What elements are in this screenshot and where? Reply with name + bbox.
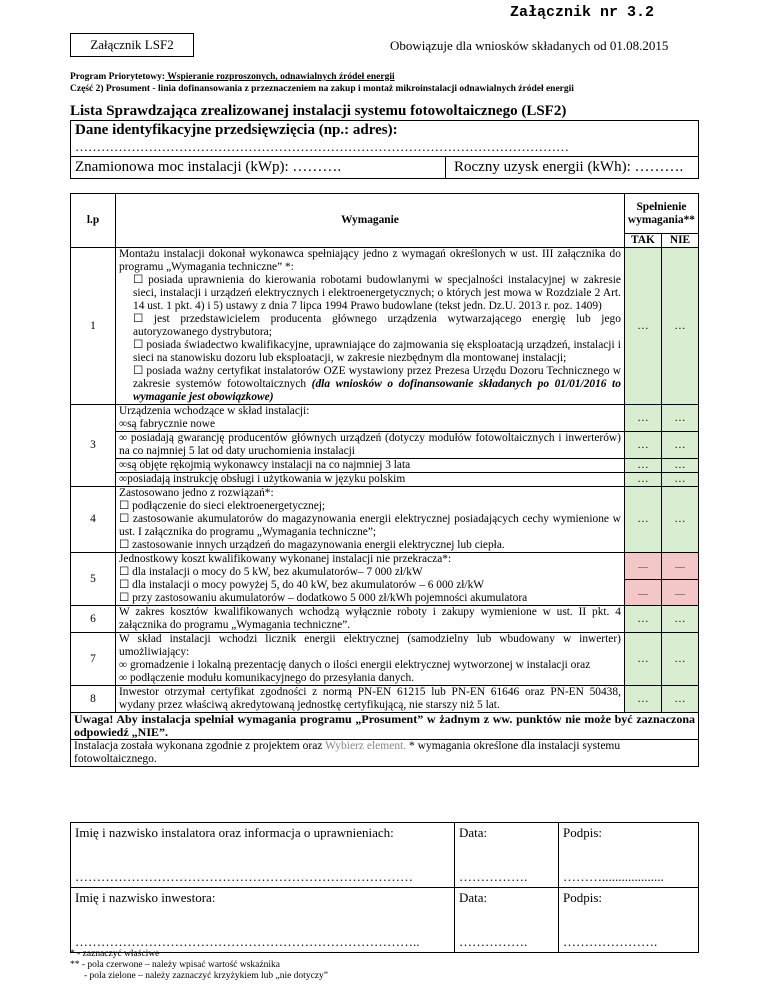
date-cell [455, 823, 559, 888]
program-part: Część 2) Prosument - linia dofinansowania z przeznaczeniem na zakup i montaż mikroinstalacji odnawialnych źródeł energii [70, 84, 574, 94]
table-row [71, 487, 699, 553]
warning-note: Uwaga! Aby instalacja spełniał wymagania programu „Prosument” w żadnym z ww. punktów nie może być zaznaczona odpowiedź „NIE”. [71, 713, 699, 740]
option-item: ☐ jest przedstawicielem producenta głównego urządzenia wytwarzającego energię lub jego autoryzowanego dystrybutora; [133, 313, 621, 338]
project-select[interactable]: Wybierz element. [325, 740, 407, 752]
yes-cell[interactable]: … [624, 487, 661, 553]
attachment-number: Załącznik nr 3.2 [510, 4, 655, 21]
id-data-row [71, 121, 698, 157]
footnote: - pola zielone – należy zaznaczyć krzyżykiem lub „nie dotyczy” [84, 971, 328, 981]
no-cell[interactable]: … [661, 686, 698, 713]
no-cell[interactable]: … [661, 405, 698, 432]
footnote: * - zaznaczyć właściwe [70, 949, 160, 959]
requirement-text: W zakres kosztów kwalifikowanych wchodzą wyłącznie roboty i zakupy wymienione w ust. II pkt. 4 załącznika do programu „Wymagania techniczne”. [116, 606, 625, 633]
sign-field[interactable]: …………………. [563, 934, 658, 949]
option-item: ☐ posiada uprawnienia do kierowania robotami budowlanymi w specjalności instalacyjnej w zakresie sieci, instalacji i urządzeń elektrycznych i elektroenergetycznych; o których jest mowa w Rozdziale 2 Art. 14 ust. 1 pkt. 4) i 5) ustawy z dnia 7 lipca 1994 Prawo budowlane (tekst jedn. Dz.U. 2013 r. poz. 1409) [133, 274, 621, 312]
no-cell[interactable]: … [661, 487, 698, 553]
requirement-text: Jednostkowy koszt kwalifikowany wykonanej instalacji nie przekracza*: ☐ dla instalacji o mocy do 5 kW, bez akumulatorów– 7 000 zł/kW ☐ dla instalacji o mocy powyżej 5, do 40 kW, bez akumulatorów – 6 000 zł/kW ☐ przy zastosowaniu akumulatorów – dodatkowo 5 000 zł/kWh pojemności akumulatora [116, 553, 625, 606]
installer-label: Imię i nazwisko instalatora oraz informacja o uprawnieniach: [75, 825, 394, 840]
no-cell[interactable]: … [661, 248, 698, 405]
table-row [71, 686, 699, 713]
program-info [70, 71, 574, 95]
requirement-text: Urządzenia wchodzące w skład instalacji: [116, 405, 625, 419]
requirement-text [116, 248, 625, 405]
row-number: 3 [71, 405, 116, 487]
date-label: Data: [459, 825, 488, 840]
row-number: 5 [71, 553, 116, 606]
no-cell[interactable]: … [661, 459, 698, 473]
table-row [71, 553, 699, 580]
col-requirement: Wymaganie [116, 194, 625, 248]
date-field[interactable]: ……………. [459, 934, 528, 949]
requirements-table [70, 193, 699, 767]
program-label: Program Priorytetowy: [70, 72, 166, 82]
requirement-text: W skład instalacji wchodzi licznik energii elektrycznej (samodzielny lub wbudowany w inwerter) umożliwiający: ∞ gromadzenie i lokalną prezentację danych o ilości energii elektrycznej wytworzonej w instalacji oraz ∞ podłączenie modułu komunikacyjnego do przesyłania danych. [116, 633, 625, 686]
row-number: 7 [71, 633, 116, 686]
col-fulfilled: Spełnienie wymagania** [624, 194, 698, 234]
date-cell [455, 888, 559, 953]
document-title: Lista Sprawdzająca zrealizowanej instalacji systemu fotowoltaicznego (LSF2) [70, 103, 567, 119]
requirement-text: ∞są fabrycznie nowe [116, 418, 625, 432]
power-row [71, 157, 698, 178]
requirement-text: ∞ posiadają gwarancję producentów głównych urządzeń (dotyczy modułów fotowoltaicznych i inwerterów) na co najmniej 5 lat od daty uruchomienia instalacji [116, 432, 625, 459]
yes-cell[interactable]: … [624, 248, 661, 405]
sign-field[interactable]: ………................... [563, 869, 664, 884]
sign-cell [559, 888, 699, 953]
attachment-label: Załącznik LSF2 [70, 33, 194, 57]
id-data-field[interactable]: …………………………………………………………………………………………………… [75, 139, 569, 154]
col-lp: l.p [71, 194, 116, 248]
investor-label: Imię i nazwisko inwestora: [75, 890, 216, 905]
requirement-text: ∞posiadają instrukcję obsługi i użytkowania w języku polskim [116, 473, 625, 487]
date-label: Data: [459, 890, 488, 905]
table-row [71, 633, 699, 686]
yes-cell[interactable]: … [624, 606, 661, 633]
yield-field[interactable]: Roczny uzysk energii (kWh): ………. [454, 159, 684, 175]
yes-cell[interactable]: … [624, 459, 661, 473]
investor-field[interactable]: …………………………………………………………………….. [75, 934, 420, 949]
value-cell[interactable]: ..... [661, 579, 698, 606]
row-number: 4 [71, 487, 116, 553]
col-yes: TAK [624, 234, 661, 248]
table-row [71, 459, 699, 473]
value-cell[interactable]: ..... [661, 553, 698, 580]
validity-note: Obowiązuje dla wniosków składanych od 01.08.2015 [390, 38, 669, 53]
yes-cell[interactable]: … [624, 633, 661, 686]
no-cell[interactable]: … [661, 633, 698, 686]
sign-label: Podpis: [563, 890, 603, 905]
requirement-text: Inwestor otrzymał certyfikat zgodności z normą PN-EN 61215 lub PN-EN 61646 oraz PN-EN 50438, wydany przez właściwą akredytowaną jednostkę certyfikującą, nie starszy niż 5 lat. [116, 686, 625, 713]
yes-cell[interactable]: … [624, 432, 661, 459]
option-item: ☐ posiada ważny certyfikat instalatorów OZE wystawiony przez Prezesa Urzędu Dozoru Technicznego w zakresie systemów fotowoltaicznych (dla wniosków o dofinansowanie składanych po 01/01/2016 to wymaganie jest obowiązkowe) [133, 365, 621, 403]
no-cell[interactable]: … [661, 432, 698, 459]
row-number: 8 [71, 686, 116, 713]
requirement-text: ∞są objęte rękojmią wykonawcy instalacji na co najmniej 3 lata [116, 459, 625, 473]
program-name: Wspieranie rozproszonych, odnawialnych źródeł energii [165, 72, 395, 82]
yes-cell[interactable]: … [624, 473, 661, 487]
row-number: 1 [71, 248, 116, 405]
footnotes [70, 949, 328, 982]
id-data-label: Dane identyfikacyjne przedsięwzięcia (np.: adres): [75, 122, 398, 138]
footnote: ** - pola czerwone – należy wpisać wartość wskaźnika [70, 960, 280, 970]
table-row [71, 606, 699, 633]
table-row [71, 248, 699, 405]
signature-table [70, 822, 699, 953]
no-cell[interactable]: … [661, 473, 698, 487]
req-intro: Montażu instalacji dokonał wykonawca spełniający jedno z wymagań określonych w ust. III załącznika do programu „Wymagania techniczne” *: [119, 248, 621, 273]
installer-cell [71, 823, 455, 888]
no-cell[interactable]: … [661, 606, 698, 633]
col-no: NIE [661, 234, 698, 248]
power-field[interactable]: Znamionowa moc instalacji (kWp): ………. [71, 157, 446, 178]
installer-field[interactable]: …………………………………………………………………… [75, 869, 413, 884]
table-row [71, 473, 699, 487]
value-cell[interactable]: ..... [624, 579, 661, 606]
sign-cell [559, 823, 699, 888]
option-item: ☐ posiada świadectwo kwalifikacyjne, uprawniające do zajmowania się eksploatacją urządzeń, instalacji i sieci na stanowisku dozoru lub eksploatacji, w zakresie niezbędnym dla montowanej instalacji; [133, 339, 621, 364]
value-cell[interactable]: ..... [624, 553, 661, 580]
yes-cell[interactable]: … [624, 686, 661, 713]
table-row [71, 418, 699, 432]
sign-label: Podpis: [563, 825, 603, 840]
table-row [71, 432, 699, 459]
yes-cell[interactable]: … [624, 405, 661, 432]
row-number: 6 [71, 606, 116, 633]
investor-cell [71, 888, 455, 953]
project-note: Instalacja została wykonana zgodnie z projektem oraz Wybierz element. * wymagania określone dla instalacji systemu fotowoltaicznego. [71, 740, 699, 767]
identification-box [70, 120, 699, 179]
requirement-text: Zastosowano jedno z rozwiązań*: ☐ podłączenie do sieci elektroenergetycznej; ☐ zastosowanie akumulatorów do magazynowania energii elektrycznej posiadających cechy wymienione w ust. I załącznika do programu „Wymagania techniczne”; ☐ zastosowanie innych urządzeń do magazynowania energii elektrycznej lub ciepła. [116, 487, 625, 553]
table-row [71, 405, 699, 419]
date-field[interactable]: ……………. [459, 869, 528, 884]
